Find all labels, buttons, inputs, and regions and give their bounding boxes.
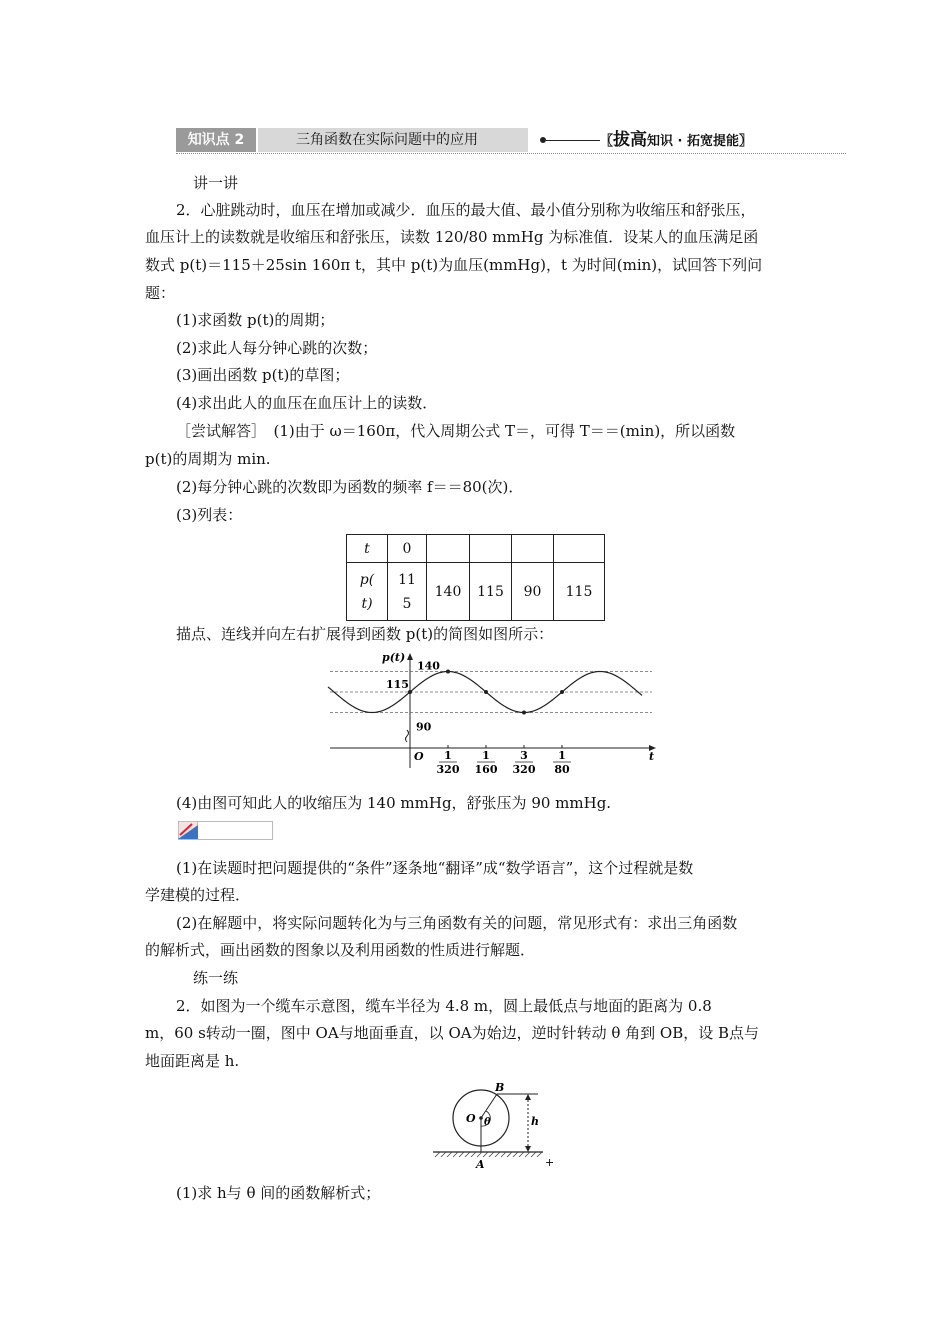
section-label: 知识点 2	[176, 128, 256, 152]
example-line-4: 题：	[145, 284, 176, 302]
label-o: O	[466, 1112, 476, 1125]
conclusion: (4)由图可知此人的收缩压为 140 mmHg，舒张压为 90 mmHg.	[176, 794, 612, 812]
y-axis-label: p(t)	[382, 651, 406, 664]
example-line-2: 血压计上的读数就是收缩压和舒张压，读数 120/80 mmHg 为标准值．设某人的血压满足函	[145, 228, 759, 246]
question-4: (4)求出此人的血压在血压计上的读数．	[176, 394, 438, 412]
note-line-3: (2)在解题中，将实际问题转化为与三角函数有关的问题，常见形式有：求出三角函数	[176, 914, 738, 932]
section-title: 三角函数在实际问题中的应用	[258, 128, 528, 152]
h-arrow-bottom	[525, 1146, 531, 1152]
origin-label: O	[414, 750, 424, 763]
table-cell	[470, 535, 512, 563]
note-line-1: (1)在读题时把问题提供的“条件”逐条地“翻译”成“数学语言”，这个过程就是数	[176, 859, 694, 877]
x-tick-numerator: 3	[520, 749, 528, 762]
table-cell: 115	[554, 563, 605, 621]
after-table-text: 描点、连线并向左右扩展得到函数 p(t)的简图如图所示：	[176, 625, 554, 643]
example-line-1: 2．心脏跳动时，血压在增加或减少．血压的最大值、最小值分别称为收缩压和舒张压，	[176, 201, 756, 219]
axis-break	[406, 730, 409, 742]
pressure-chart	[320, 648, 665, 778]
x-tick-denominator: 80	[554, 763, 570, 776]
question-2: (2)求此人每分钟心跳的次数；	[176, 339, 378, 357]
ground-hatch	[435, 1152, 542, 1157]
practice-line-3: 地面距离是 h.	[145, 1052, 240, 1070]
banner-tagline: 〖拔高知识 · 拓宽提能〗	[600, 130, 753, 150]
label-h: h	[531, 1115, 539, 1128]
data-point	[484, 690, 488, 694]
practice-question-1: (1)求 h与 θ 间的函数解析式；	[176, 1184, 381, 1202]
table-cell: 0	[388, 535, 427, 563]
label-theta: θ	[484, 1117, 491, 1128]
x-tick-denominator: 160	[474, 763, 498, 776]
x-tick-numerator: 1	[558, 749, 566, 762]
x-axis-label: t	[649, 750, 655, 763]
y-tick-label: 90	[416, 720, 432, 734]
table-row	[347, 563, 605, 621]
table-cell	[512, 535, 554, 563]
solution-line-4: (3)列表：	[176, 506, 243, 524]
y-axis-arrow	[407, 653, 413, 660]
data-point	[522, 711, 526, 715]
center-point	[479, 1116, 483, 1120]
table-cell: 140	[427, 563, 470, 621]
banner-dotted-rule	[176, 153, 846, 154]
practice-heading: 练一练	[193, 969, 239, 987]
section-banner	[176, 128, 846, 154]
label-b: B	[495, 1081, 505, 1094]
h-arrow-top	[525, 1094, 531, 1100]
table-row	[347, 535, 605, 563]
note-line-2: 学建模的过程．	[145, 886, 251, 904]
table-cell: t	[347, 535, 388, 563]
value-table	[346, 534, 605, 621]
note-line-4: 的解析式，画出函数的图象以及利用函数的性质进行解题．	[145, 941, 536, 959]
x-tick-denominator: 320	[436, 763, 460, 776]
solution-line-1: ［尝试解答］ (1)由于 ω＝160π，代入周期公式 T＝，可得 T＝＝(min)，所以函数	[176, 422, 736, 440]
question-1: (1)求函数 p(t)的周期；	[176, 311, 335, 329]
table-cell: 90	[512, 563, 554, 621]
label-plus: +	[545, 1156, 555, 1169]
data-point	[446, 670, 450, 674]
x-tick-numerator: 1	[444, 749, 452, 762]
table-cell	[427, 535, 470, 563]
cable-car-figure	[425, 1080, 565, 1175]
example-heading: 讲一讲	[193, 174, 239, 192]
y-tick-label: 140	[417, 659, 440, 673]
x-tick-denominator: 320	[512, 763, 536, 776]
table-cell: p( t)	[347, 563, 388, 621]
data-point	[560, 690, 564, 694]
table-cell: 11 5	[388, 563, 427, 621]
banner-rule	[546, 140, 600, 141]
example-line-3: 数式 p(t)＝115＋25sin 160π t，其中 p(t)为血压(mmHg)，t 为时间(min)，试回答下列问	[145, 256, 763, 274]
table-cell	[554, 535, 605, 563]
solution-line-2: p(t)的周期为 min.	[145, 450, 271, 468]
table-cell: 115	[470, 563, 512, 621]
label-a: A	[476, 1158, 485, 1171]
tip-icon	[178, 821, 198, 839]
practice-line-1: 2．如图为一个缆车示意图，缆车半径为 4.8 m，圆上最低点与地面的距离为 0.8	[176, 997, 712, 1015]
y-tick-label: 115	[386, 678, 409, 691]
practice-line-2: m，60 s转动一圈，图中 OA与地面垂直，以 OA为始边，逆时针转动 θ 角到 OB，设 B点与	[145, 1024, 760, 1042]
solution-line-3: (2)每分钟心跳的次数即为函数的频率 f＝＝80(次)．	[176, 478, 524, 496]
x-tick-numerator: 1	[482, 749, 490, 762]
question-3: (3)画出函数 p(t)的草图；	[176, 366, 350, 384]
